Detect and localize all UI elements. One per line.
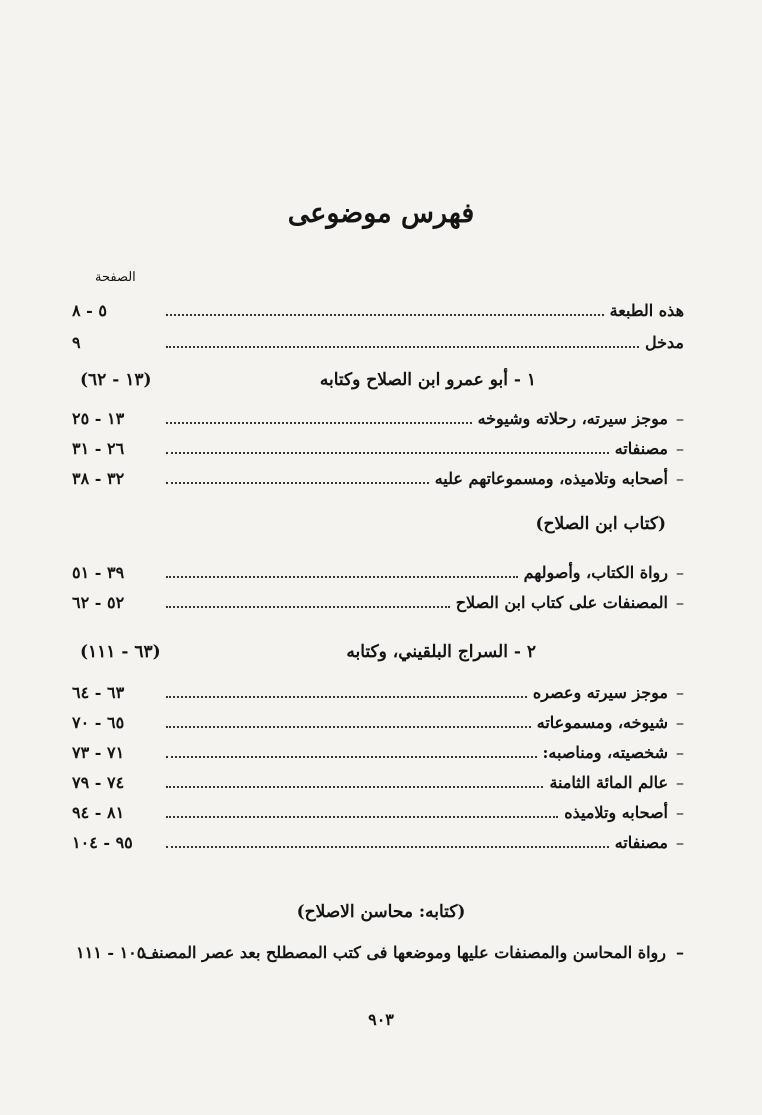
entry-dash: –: [676, 468, 684, 488]
toc-entry: [72, 296, 684, 324]
leader-dots: [166, 716, 531, 728]
section-title: ٢ - السراج البلقيني، وكتابه: [346, 642, 536, 662]
toc-entry: [72, 940, 684, 968]
entry-dash: –: [676, 832, 684, 852]
entry-dash: –: [676, 772, 684, 792]
toc-entry: [72, 434, 684, 462]
leader-dots: [166, 686, 527, 698]
toc-entry: [72, 768, 684, 796]
entry-text: موجز سيرته، رحلاته وشيوخه: [477, 408, 668, 428]
entry-pages: ٩٥ - ١٠٤: [72, 832, 133, 852]
section-range: (١٣ - ٦٢): [80, 370, 152, 390]
leader-dots: [166, 776, 543, 788]
toc-entry: [72, 588, 684, 616]
entry-dash: –: [676, 712, 684, 732]
entry-text: موجز سيرته وعصره: [532, 682, 668, 702]
leader-dots: [166, 806, 558, 818]
toc-entry: [72, 708, 684, 736]
leader-dots: [166, 442, 609, 454]
entry-dash: –: [676, 682, 684, 702]
entry-pages: ١٣ - ٢٥: [72, 408, 125, 428]
subheading: (كتاب ابن الصلاح): [535, 514, 666, 534]
subheading: (كتابه: محاسن الاصلاح): [296, 902, 466, 922]
entry-dash: –: [676, 438, 684, 458]
page-title: فهرس موضوعى: [287, 198, 475, 229]
leader-dots: [166, 746, 537, 758]
entry-pages: ٦٣ - ٦٤: [72, 682, 125, 702]
entry-text: المصنفات على كتاب ابن الصلاح: [455, 592, 668, 612]
section-title: ١ - أبو عمرو ابن الصلاح وكتابه: [319, 370, 536, 390]
entry-pages: ٢٦ - ٣١: [72, 438, 125, 458]
leader-dots: [166, 566, 518, 578]
entry-dash: –: [676, 562, 684, 582]
leader-dots: [166, 336, 639, 348]
entry-pages: ٣٩ - ٥١: [72, 562, 125, 582]
toc-entry: [72, 738, 684, 766]
page-column-label: الصفحة: [95, 270, 136, 285]
toc-entry: [72, 328, 684, 356]
entry-pages: ٦٥ - ٧٠: [72, 712, 125, 732]
entry-pages: ٧٤ - ٧٩: [72, 772, 125, 792]
toc-entry: [72, 404, 684, 432]
entry-text: شيوخه، ومسموعاته: [536, 712, 668, 732]
page-number: ٩٠٣: [368, 1010, 394, 1029]
entry-text: هذه الطبعة: [609, 300, 684, 320]
entry-dash: –: [676, 408, 684, 428]
entry-text: أصحابه وتلاميذه، ومسموعاتهم عليه: [434, 468, 668, 488]
section-range: (٦٣ - ١١١): [80, 642, 161, 662]
toc-entry: [72, 828, 684, 856]
entry-pages: ١٠٥ - ١١١: [76, 943, 146, 962]
entry-dash: –: [676, 802, 684, 822]
entry-text: عالم المائة الثامنة: [549, 772, 668, 792]
entry-dash: –: [676, 742, 684, 762]
entry-text: مدخل: [645, 332, 684, 352]
entry-pages: ٨١ - ٩٤: [72, 802, 125, 822]
section-heading: [72, 368, 684, 398]
entry-text: شخصيته، ومناصبه:: [542, 742, 668, 762]
entry-dash: –: [676, 943, 684, 962]
leader-dots: [166, 472, 429, 484]
toc-entry: [72, 464, 684, 492]
section-heading: [72, 640, 684, 670]
entry-pages: ٣٢ - ٣٨: [72, 468, 125, 488]
leader-dots: [166, 412, 472, 424]
entry-text: رواة الكتاب، وأصولهم: [523, 562, 668, 582]
toc-entry: [72, 558, 684, 586]
toc-entry: [72, 678, 684, 706]
entry-pages: ٥ - ٨: [72, 300, 107, 320]
entry-dash: –: [676, 592, 684, 612]
toc-entry: [72, 798, 684, 826]
entry-text: مصنفاته: [614, 832, 668, 852]
entry-text: مصنفاته: [614, 438, 668, 458]
entry-text: أصحابه وتلاميذه: [564, 802, 668, 822]
leader-dots: [166, 596, 450, 608]
entry-text: رواة المحاسن والمصنفات عليها وموضعها فى كتب المصطلح بعد عصر المصنف: [142, 943, 666, 962]
entry-pages: ٥٢ - ٦٢: [72, 592, 125, 612]
leader-dots: [166, 836, 609, 848]
entry-pages: ٧١ - ٧٣: [72, 742, 125, 762]
leader-dots: [166, 304, 604, 316]
entry-pages: ٩: [72, 332, 81, 352]
